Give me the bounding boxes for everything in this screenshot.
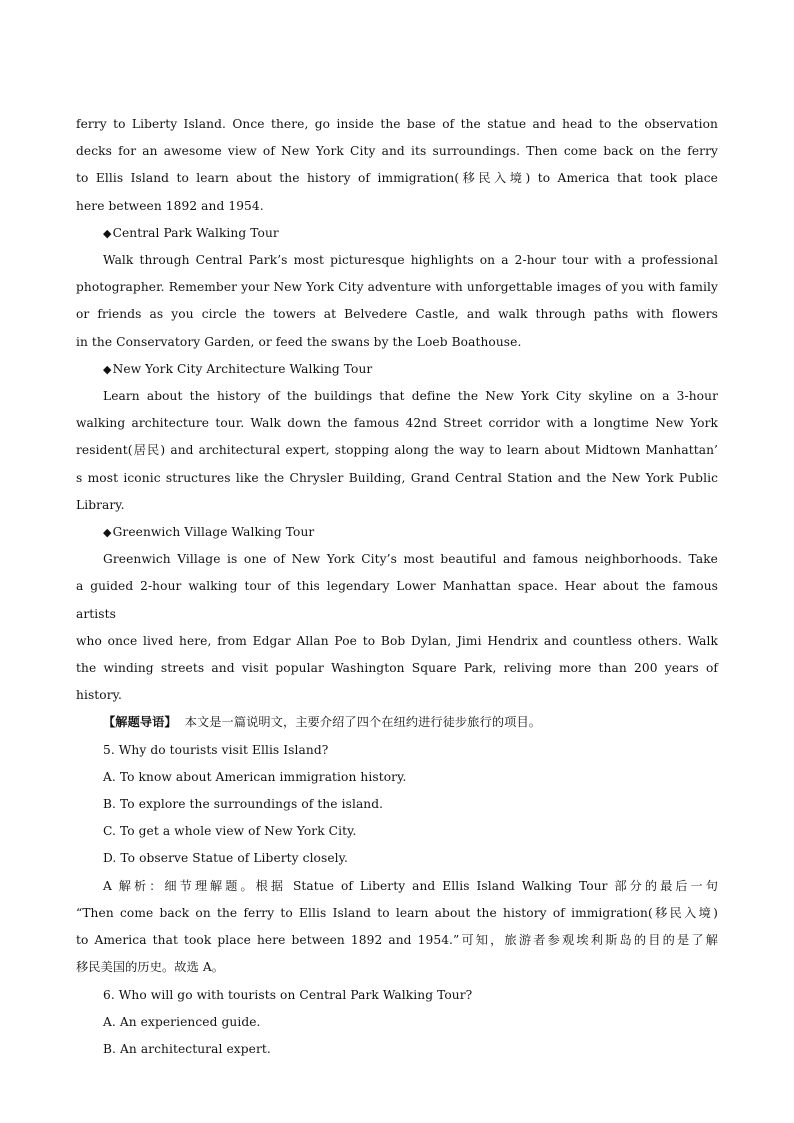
tour-title-text: New York City Architecture Walking Tour xyxy=(112,361,373,376)
text-line: Greenwich Village is one of New York City’s most beautiful and famous neighborhoods. Take xyxy=(103,552,718,567)
option-a: A. An experienced guide. xyxy=(103,1014,261,1029)
tour-title xyxy=(76,220,718,247)
tour-title-text: Greenwich Village Walking Tour xyxy=(112,525,315,540)
text-line: or friends as you circle the towers at Belvedere Castle, and walk through paths with flowers xyxy=(76,307,718,322)
text-line: in the Conservatory Garden, or feed the swans by the Loeb Boathouse. xyxy=(76,334,522,349)
tour-title xyxy=(76,519,718,546)
question-6 xyxy=(76,982,718,1064)
text-line: the winding streets and visit popular Washington Square Park, reliving more than 200 years of xyxy=(76,661,718,676)
intro-paragraph xyxy=(76,111,718,220)
tour-section-architecture xyxy=(76,356,718,519)
text-line: ferry to Liberty Island. Once there, go inside the base of the statue and head to the observation xyxy=(76,117,718,131)
option-d: D. To observe Statue of Liberty closely. xyxy=(103,851,349,866)
question-text: 5. Why do tourists visit Ellis Island? xyxy=(103,742,329,757)
guide-text: 本文是一篇说明文，主要介绍了四个在纽约进行徒步旅行的项目。 xyxy=(184,715,542,730)
guide-label: 【解题导语】 xyxy=(103,715,177,730)
answer-line: “Then come back on the ferry to Ellis Island to learn about the history of immigration(移民入境) xyxy=(76,905,718,920)
tour-section-greenwich xyxy=(76,519,718,709)
tour-section-central-park xyxy=(76,220,718,356)
text-line: here between 1892 and 1954. xyxy=(76,198,264,213)
text-line: who once lived here, from Edgar Allan Poe to Bob Dylan, Jimi Hendrix and countless others. Walk xyxy=(76,633,718,648)
answer-line: A 解析：细节理解题。根据 Statue of Liberty and Ellis Island Walking Tour 部分的最后一句 xyxy=(103,878,718,893)
document-page xyxy=(76,111,718,1063)
text-line: walking architecture tour. Walk down the famous 42nd Street corridor with a longtime New York xyxy=(76,416,718,431)
option-b: B. To explore the surroundings of the island. xyxy=(103,797,384,812)
question-text: 6. Who will go with tourists on Central Park Walking Tour? xyxy=(103,987,473,1002)
option-c: C. To get a whole view of New York City. xyxy=(103,824,357,839)
text-line: s most iconic structures like the Chrysler Building, Grand Central Station and the New York Public xyxy=(76,470,718,485)
answer-line: 移民美国的历史。故选 A。 xyxy=(76,960,225,975)
option-a: A. To know about American immigration history. xyxy=(103,769,407,784)
text-line: history. xyxy=(76,688,123,703)
option-b: B. An architectural expert. xyxy=(103,1041,271,1056)
diamond-bullet-icon: ◆ xyxy=(103,362,112,376)
text-line: Learn about the history of the buildings that define the New York City skyline on a 3-hour xyxy=(103,389,718,404)
text-line: photographer. Remember your New York City adventure with unforgettable images of you with family xyxy=(76,280,718,295)
text-line: a guided 2-hour walking tour of this legendary Lower Manhattan space. Hear about the famous artists xyxy=(76,579,718,621)
text-line: Walk through Central Park’s most picturesque highlights on a 2-hour tour with a professional xyxy=(103,253,718,268)
tour-title-text: Central Park Walking Tour xyxy=(112,225,279,240)
text-line: decks for an awesome view of New York City and its surroundings. Then come back on the ferry xyxy=(76,144,718,159)
diamond-bullet-icon: ◆ xyxy=(103,526,112,540)
question-5 xyxy=(76,737,718,982)
guide-line xyxy=(76,709,718,736)
text-line: to Ellis Island to learn about the history of immigration(移民入境) to America that took place xyxy=(76,171,718,186)
diamond-bullet-icon: ◆ xyxy=(103,226,112,240)
tour-title xyxy=(76,356,718,383)
text-line: resident(居民) and architectural expert, stopping along the way to learn about Midtown Manhattan’ xyxy=(76,443,718,458)
answer-line: to America that took place here between 1892 and 1954.”可知，旅游者参观埃利斯岛的目的是了解 xyxy=(76,933,718,948)
text-line: Library. xyxy=(76,497,125,512)
